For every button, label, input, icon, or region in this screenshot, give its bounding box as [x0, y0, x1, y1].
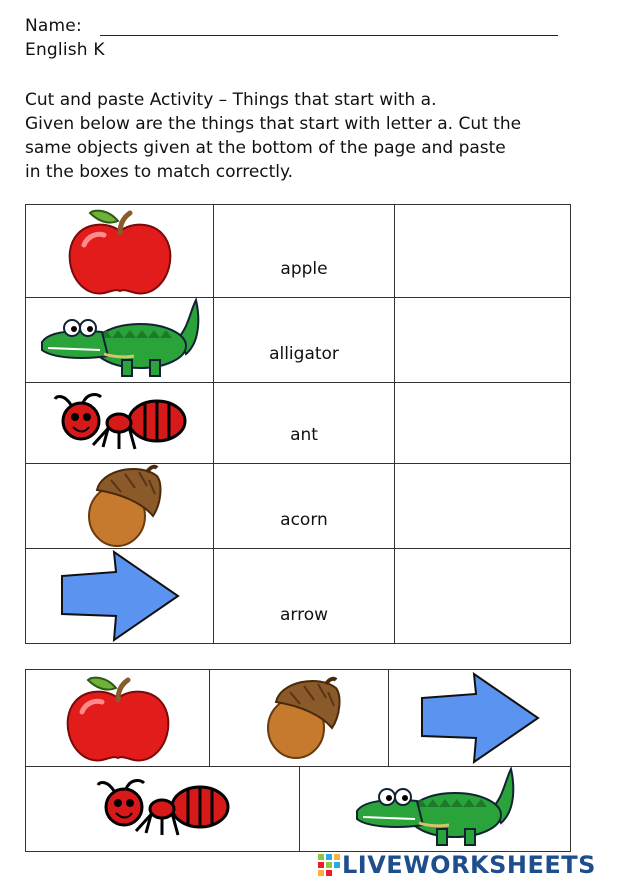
- paste-box[interactable]: [395, 205, 571, 298]
- match-row: [26, 464, 571, 549]
- cutout-alligator[interactable]: [300, 767, 571, 852]
- paste-box[interactable]: [395, 549, 571, 644]
- cutout-table-top: [25, 669, 571, 767]
- picture-cell: [26, 298, 214, 383]
- name-line: [100, 35, 558, 36]
- paste-box[interactable]: [395, 464, 571, 549]
- word-cell: [214, 464, 395, 549]
- match-row: [26, 383, 571, 464]
- match-row: [26, 205, 571, 298]
- picture-cell: [26, 205, 214, 298]
- instruction-line-2: same objects given at the bottom of the page and paste: [25, 138, 506, 158]
- word-cell: [214, 549, 395, 644]
- word-cell: [214, 298, 395, 383]
- acorn-icon: [77, 464, 163, 548]
- word-label: apple: [280, 259, 328, 279]
- word-label: acorn: [280, 510, 328, 530]
- word-label: ant: [290, 425, 318, 445]
- instruction-line-3: in the boxes to match correctly.: [25, 162, 294, 182]
- ant-icon: [96, 779, 230, 839]
- word-cell: [214, 383, 395, 464]
- alligator-icon: [353, 767, 517, 851]
- lw-logo-icon: [318, 854, 342, 876]
- picture-cell: [26, 383, 214, 464]
- cutout-arrow[interactable]: [389, 670, 571, 767]
- brand-text: LIVEWORKSHEETS: [342, 851, 596, 879]
- acorn-icon: [256, 676, 342, 760]
- arrow-icon: [418, 672, 542, 764]
- match-row: [26, 298, 571, 383]
- liveworksheets-logo: [318, 852, 596, 878]
- activity-title: Cut and paste Activity – Things that start with a.: [25, 90, 437, 110]
- picture-cell: [26, 464, 214, 549]
- class-label: English K: [25, 40, 105, 60]
- paste-box[interactable]: [395, 298, 571, 383]
- picture-cell: [26, 549, 214, 644]
- matching-table: [25, 204, 571, 644]
- cutout-apple[interactable]: [26, 670, 210, 767]
- paste-box[interactable]: [395, 383, 571, 464]
- cutout-acorn[interactable]: [210, 670, 389, 767]
- word-label: alligator: [269, 344, 339, 364]
- arrow-icon: [58, 550, 182, 642]
- name-label: Name:: [25, 16, 82, 36]
- instructions: [25, 88, 585, 184]
- alligator-icon: [38, 298, 202, 382]
- word-cell: [214, 205, 395, 298]
- cutout-ant[interactable]: [26, 767, 300, 852]
- apple-icon: [62, 672, 174, 764]
- instruction-line-1: Given below are the things that start with letter a. Cut the: [25, 114, 522, 134]
- cutout-table-bottom: [25, 766, 571, 852]
- match-row: [26, 549, 571, 644]
- word-label: arrow: [279, 605, 329, 625]
- apple-icon: [64, 205, 176, 297]
- ant-icon: [53, 393, 187, 453]
